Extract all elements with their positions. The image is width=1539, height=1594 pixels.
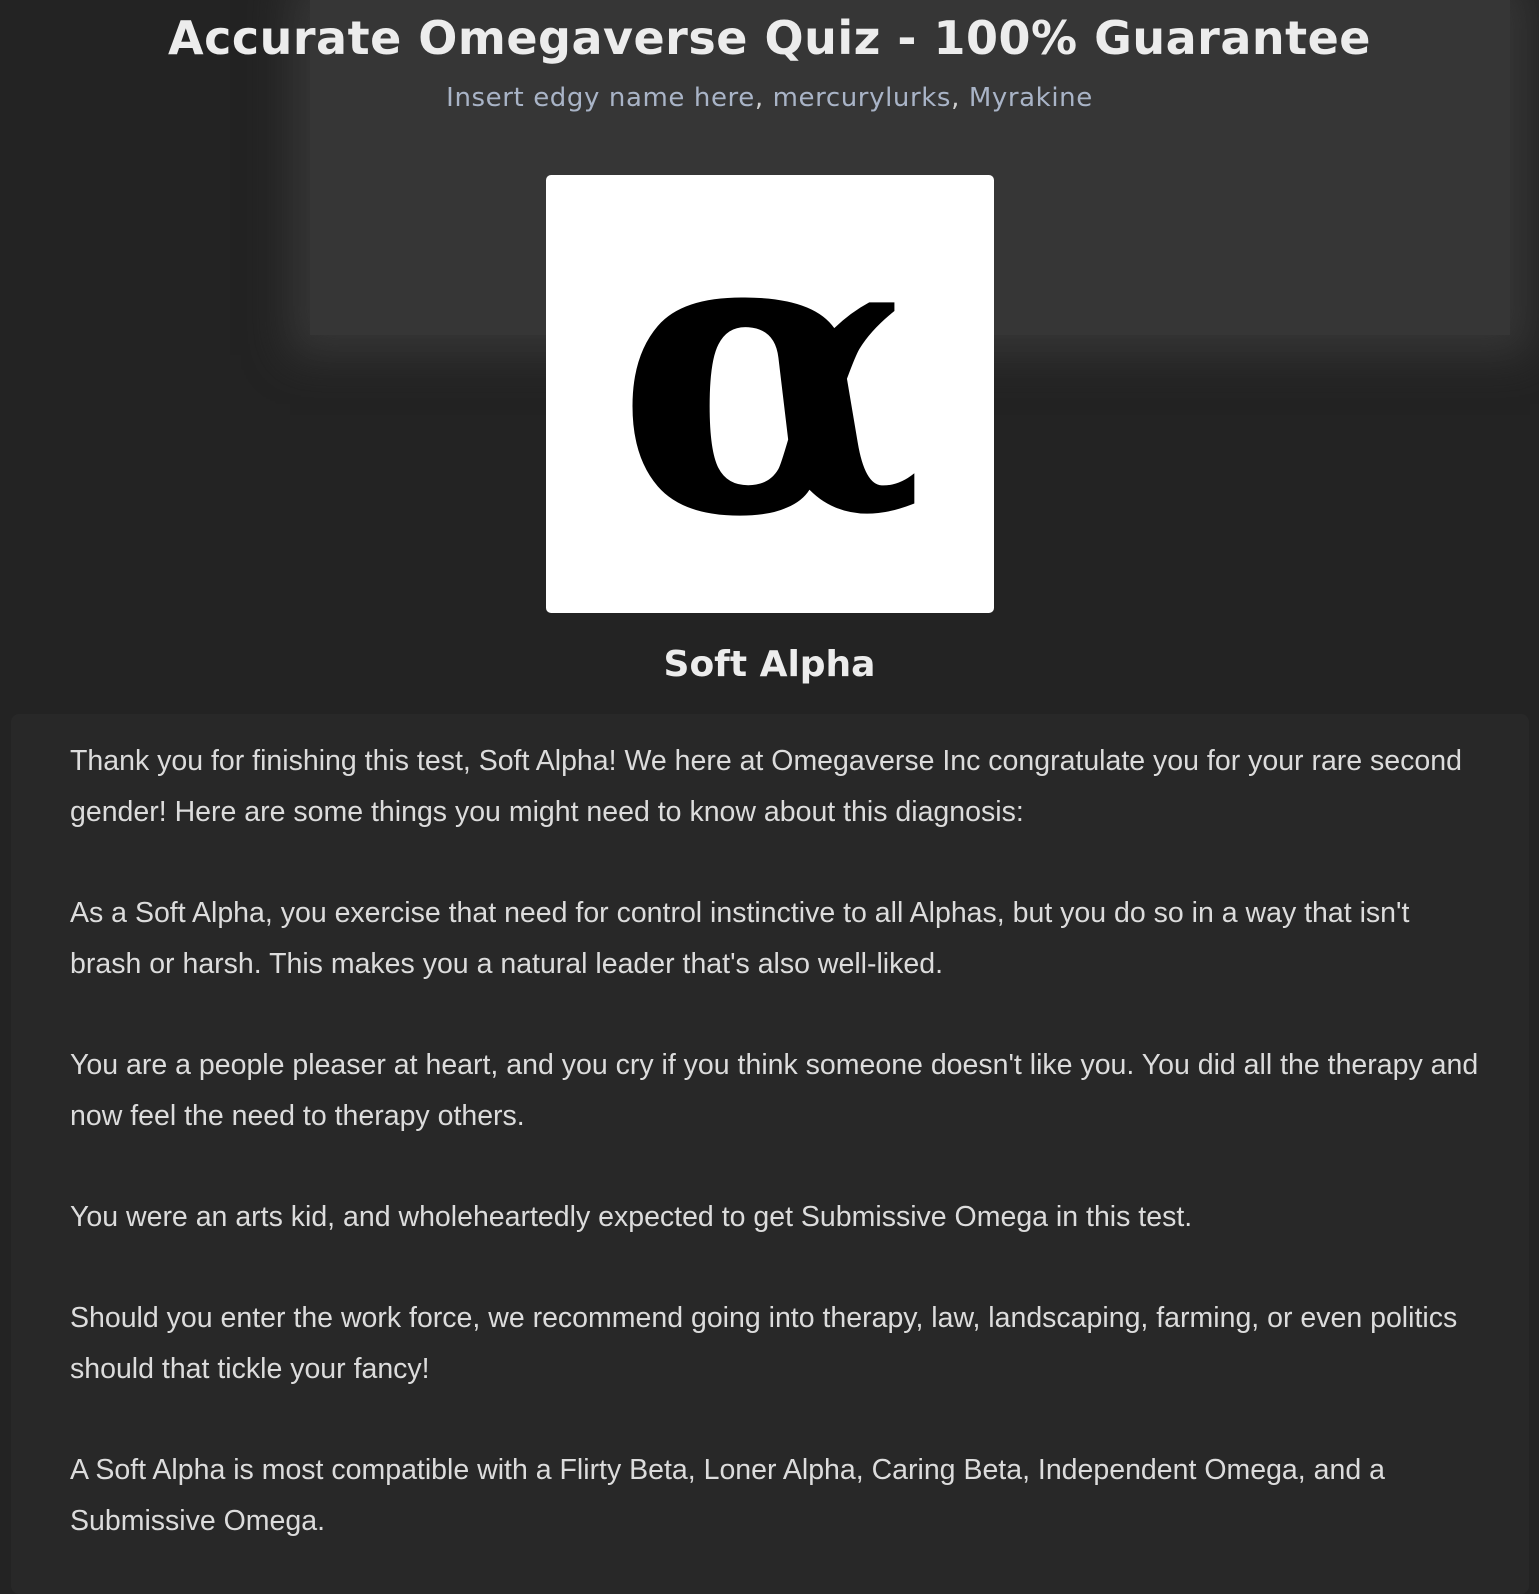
result-name: Soft Alpha: [663, 644, 876, 685]
description-paragraph: As a Soft Alpha, you exercise that need for control instinctive to all Alphas, but you do so in a way that isn't brash or harsh. This makes you a natural leader that's also well-liked.: [70, 897, 1410, 980]
author-link[interactable]: Myrakine: [968, 83, 1093, 113]
alpha-glyph: α: [616, 175, 924, 605]
quiz-title: Accurate Omegaverse Quiz - 100% Guarantee: [167, 11, 1372, 65]
description-paragraph: You were an arts kid, and wholeheartedly expected to get Submissive Omega in this test.: [70, 1201, 1193, 1233]
description-paragraph: A Soft Alpha is most compatible with a Flirty Beta, Loner Alpha, Caring Beta, Independent Omega, and a Submissive Omega.: [70, 1454, 1385, 1537]
author-separator: ,: [754, 83, 773, 113]
description-paragraph: Thank you for finishing this test, Soft Alpha! We here at Omegaverse Inc congratulate you for your rare second gender! Here are some things you might need to know about this diagnosis:: [70, 745, 1462, 828]
author-link[interactable]: Insert edgy name here: [446, 83, 755, 113]
result-description: [11, 714, 1529, 1594]
author-link[interactable]: mercurylurks: [772, 83, 952, 113]
author-separator: ,: [951, 83, 969, 113]
alpha-symbol-icon: [546, 175, 994, 613]
quiz-header: [0, 0, 1539, 114]
result-image: [546, 175, 994, 613]
quiz-authors: [0, 82, 1539, 114]
description-paragraph: You are a people pleaser at heart, and you cry if you think someone doesn't like you. You did all the therapy and now feel the need to therapy others.: [70, 1049, 1479, 1132]
description-paragraph: Should you enter the work force, we recommend going into therapy, law, landscaping, farming, or even politics should that tickle your fancy!: [70, 1302, 1458, 1385]
